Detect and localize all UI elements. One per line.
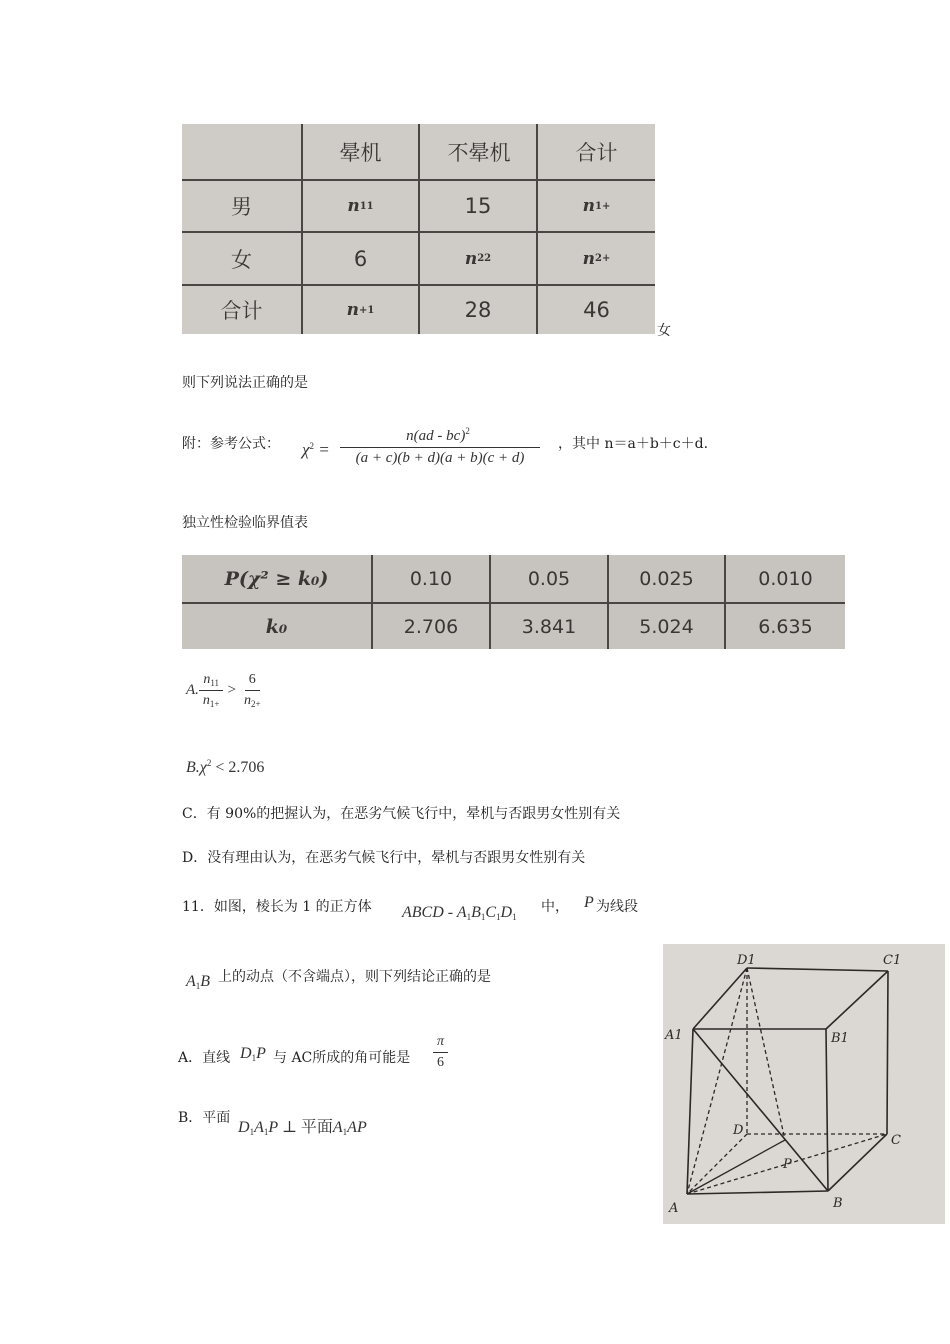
label-b1: B1 — [831, 1031, 849, 1046]
header-cell: 合计 — [575, 140, 618, 165]
table-cell: 15 — [464, 194, 492, 218]
table-cell: 28 — [464, 298, 492, 322]
k-value: 5.024 — [639, 615, 694, 638]
label-d: D — [733, 1123, 744, 1138]
cell-n2plus: n 2+ — [582, 248, 611, 269]
critical-table-title: 独立性检验临界值表 — [182, 515, 308, 531]
critical-value-table — [182, 555, 845, 649]
k-value: 6.635 — [758, 615, 813, 638]
line-d1p: $D_1P$ — [240, 1045, 266, 1063]
label-b: B — [833, 1196, 843, 1211]
chi-symbol: $\chi^2$ = — [302, 440, 330, 459]
formula-suffix: ，其中 n＝a＋b＋c＋d. — [558, 436, 709, 452]
table-cell: 6 — [353, 246, 368, 271]
contingency-table — [182, 124, 655, 334]
label-c: C — [891, 1133, 901, 1148]
label-d1: D1 — [737, 953, 756, 968]
row-label: 女 — [231, 247, 252, 272]
p-value: 0.05 — [527, 567, 571, 590]
q11-option-a-prefix: A．直线 — [178, 1050, 231, 1066]
label-c1: C1 — [883, 953, 902, 968]
cube-name: ABCD - $A_1B_1C_1D_1$ — [402, 904, 517, 922]
cell-n22: n 22 — [464, 248, 492, 269]
q11-option-a-mid: 与 AC所成的角可能是 — [273, 1050, 411, 1066]
q11-line2: 上的动点（不含端点），则下列结论正确的是 — [218, 969, 491, 985]
label-a: A — [669, 1201, 679, 1216]
p-value: 0.025 — [639, 567, 694, 590]
row-label: 男 — [231, 195, 252, 219]
k-value: 3.841 — [521, 615, 577, 638]
p-value: 0.010 — [758, 567, 813, 590]
k-value: 2.706 — [403, 615, 459, 638]
option-c-q10: C．有 90%的把握认为，在恶劣气候飞行中，晕机与否跟男女性别有关 — [182, 806, 621, 822]
option-a-q10: A. $\frac{n_{11}}{n_{1+}}$ > $\frac{6}{n_{2+}}$ — [186, 672, 261, 709]
header-cell: 不晕机 — [447, 140, 511, 165]
cell-n11: n 11 — [347, 196, 374, 216]
option-d-q10: D．没有理由认为，在恶劣气候飞行中，晕机与否跟男女性别有关 — [182, 850, 586, 866]
p-value: 0.10 — [409, 567, 453, 590]
q11-seg-text: 为线段 — [596, 899, 638, 915]
option-b-q10: $B.\chi^2 < 2.706$ — [186, 758, 265, 776]
q11-mid: 中， — [541, 899, 569, 915]
q11-intro: 11．如图，棱长为 1 的正方体 — [182, 899, 372, 915]
cell-nplus1: n +1 — [346, 300, 375, 320]
plane-perpendicular: $D_1A_1P$ ⊥ 平面$A_1AP$ — [238, 1119, 367, 1137]
cell-n1plus: n 1+ — [582, 196, 611, 216]
angle-fraction: $\frac{\pi}{6}$ — [433, 1034, 448, 1071]
segment-a1b: $A_1B$ — [186, 973, 211, 991]
point-p: P — [584, 894, 594, 911]
question-line: 则下列说法正确的是 — [182, 375, 308, 391]
k-label: k₀ — [265, 615, 288, 638]
row-label: 合计 — [220, 299, 263, 323]
formula-prefix: 附：参考公式： — [182, 436, 280, 452]
label-p: P — [783, 1157, 792, 1172]
table-cell: 46 — [583, 298, 610, 322]
label-a1: A1 — [665, 1028, 683, 1043]
p-label: P(χ² ≥ k₀) — [224, 567, 329, 590]
header-cell: 晕机 — [339, 140, 382, 165]
formula-fraction: $\frac{n(ad - bc)^2}{(a + c)(b + d)(a + b)(c + d)}$ — [340, 426, 540, 467]
trailing-text: 女 — [657, 323, 671, 339]
q11-option-b-prefix: B．平面 — [178, 1110, 231, 1126]
cube-figure — [663, 944, 945, 1224]
cube-drawing — [663, 944, 945, 1224]
